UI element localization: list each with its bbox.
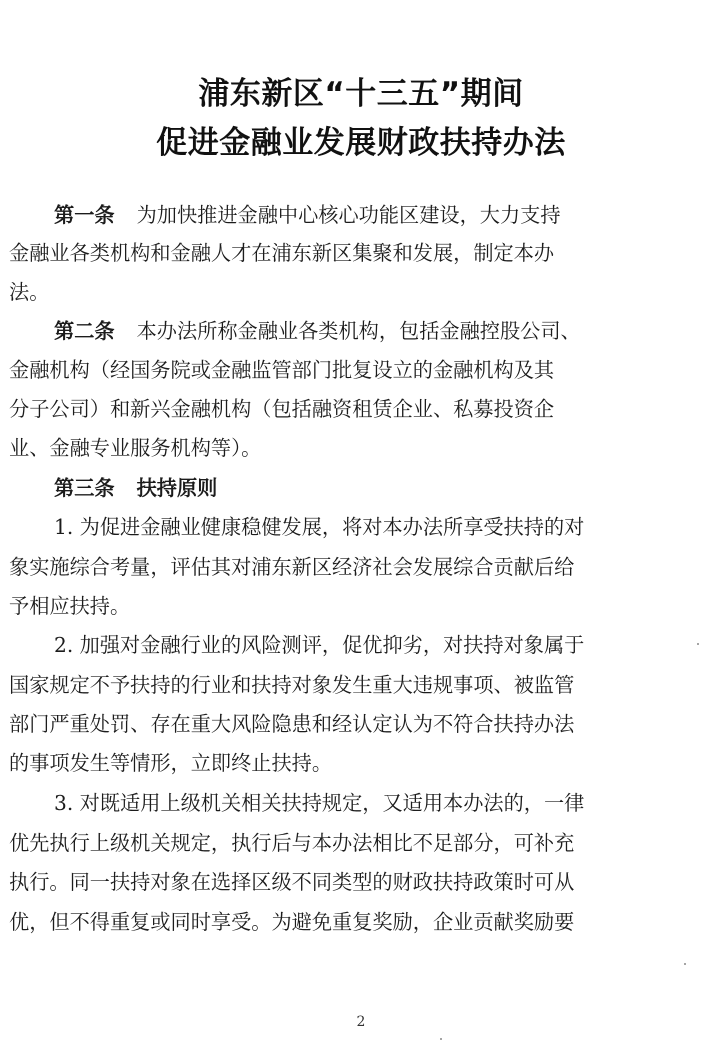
clause-3-line-3: 执行。同一扶持对象在选择区级不同类型的财政扶持政策时可从	[9, 870, 575, 894]
clause-1-line-2: 象实施综合考量，评估其对浦东新区经济社会发展综合贡献后给	[9, 555, 575, 579]
article-1-line-3: 法。	[9, 280, 50, 304]
clause-3-line-1: 3. 对既适用上级机关相关扶持规定，又适用本办法的，一律	[54, 791, 585, 815]
article-1-label: 第一条	[54, 203, 115, 227]
clause-2-line-3: 部门严重处罚、存在重大风险隐患和经认定认为不符合扶持办法	[9, 712, 575, 736]
clause-1-line-1: 1. 为促进金融业健康稳健发展，将对本办法所享受扶持的对	[54, 515, 585, 539]
article-2-text: 本办法所称金融业各类机构，包括金融控股公司、	[136, 319, 581, 343]
article-2-line-2: 金融机构（经国务院或金融监管部门批复设立的金融机构及其	[9, 358, 555, 382]
article-3-label: 第三条	[54, 476, 115, 500]
article-2-line-4: 业、金融专业服务机构等）。	[9, 436, 262, 460]
clause-3-line-2: 优先执行上级机关规定，执行后与本办法相比不足部分，可补充	[9, 831, 575, 855]
clause-2-line-2: 国家规定不予扶持的行业和扶持对象发生重大违规事项、被监管	[9, 673, 575, 697]
scan-speck	[684, 963, 686, 965]
scan-speck	[697, 643, 699, 645]
clause-3-line-4: 优，但不得重复或同时享受。为避免重复奖励，企业贡献奖励要	[9, 910, 575, 934]
article-3-title: 扶持原则	[136, 476, 218, 500]
article-2-line-3: 分子公司）和新兴金融机构（包括融资租赁企业、私募投资企	[9, 397, 555, 421]
page-number: 2	[356, 1014, 366, 1030]
document-title-line-1: 浦东新区“十三五”期间	[198, 76, 524, 112]
article-2-line-1	[54, 319, 714, 343]
scan-speck	[440, 1038, 442, 1040]
article-1-line-2: 金融业各类机构和金融人才在浦东新区集聚和发展，制定本办	[9, 241, 555, 265]
document-title-line-2: 促进金融业发展财政扶持办法	[156, 125, 566, 161]
clause-2-line-4: 的事项发生等情形，立即终止扶持。	[9, 751, 333, 775]
article-1-line-1	[54, 203, 714, 227]
article-1-text: 为加快推进金融中心核心功能区建设，大力支持	[136, 203, 561, 227]
clause-1-line-3: 予相应扶持。	[9, 594, 131, 618]
article-3-heading	[54, 476, 714, 500]
clause-2-line-1: 2. 加强对金融行业的风险测评，促优抑劣，对扶持对象属于	[54, 633, 585, 657]
article-2-label: 第二条	[54, 319, 115, 343]
